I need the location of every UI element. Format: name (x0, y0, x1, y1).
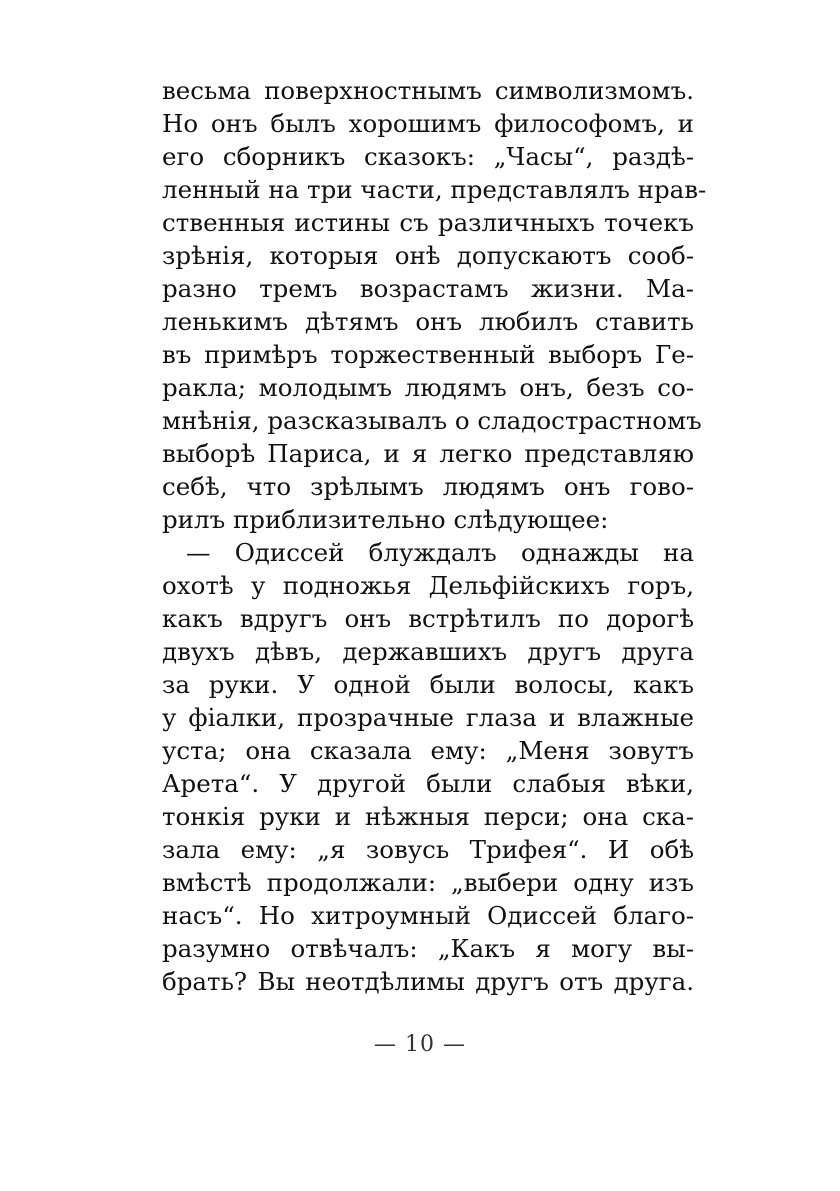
text-line: въ примѣръ торжественный выборъ Ге- (162, 340, 694, 369)
text-line: вмѣстѣ продолжали: „выбери одну изъ (162, 868, 694, 897)
text-line: охотѣ у подножья Дельфійскихъ горъ, (162, 571, 694, 600)
text-line: у фіалки, прозрачные глаза и влажные (162, 703, 694, 732)
body-text (162, 74, 707, 998)
text-line: выборѣ Париса, и я легко представляю (162, 439, 694, 468)
text-line: двухъ дѣвъ, державшихъ другъ друга (162, 637, 694, 666)
text-line: Арета“. У другой были слабыя вѣки, (162, 769, 694, 798)
text-line: мнѣнія, разсказывалъ о сладострастномъ (162, 406, 702, 435)
text-line: Но онъ былъ хорошимъ философомъ, и (162, 109, 694, 138)
text-line: брать? Вы неотдѣлимы другъ отъ друга. (162, 967, 694, 996)
text-line: насъ“. Но хитроумный Одиссей благо- (162, 901, 694, 930)
text-line: ленный на три части, представлялъ нрав- (162, 175, 707, 204)
text-line: себѣ, что зрѣлымъ людямъ онъ гово- (162, 472, 694, 501)
text-line: ракла; молодымъ людямъ онъ, безъ со- (162, 373, 694, 402)
page-number: — 10 — (374, 1032, 466, 1057)
text-line: уста; она сказала ему: „Меня зовутъ (162, 736, 694, 765)
text-line: зрѣнія, которыя онѣ допускаютъ сооб- (162, 241, 694, 270)
paragraph-start-line: — Одиссей блуждалъ однажды на (186, 538, 694, 567)
text-line: рилъ приблизительно слѣдующее: (162, 505, 609, 534)
text-line: зала ему: „я зовусь Трифея“. И обѣ (162, 835, 694, 864)
text-line: разно тремъ возрастамъ жизни. Ма- (162, 274, 694, 303)
text-line: тонкія руки и нѣжныя перси; она ска- (162, 802, 694, 831)
text-line: разумно отвѣчалъ: „Какъ я могу вы- (162, 934, 694, 963)
text-line: весьма поверхностнымъ символизмомъ. (162, 76, 694, 105)
text-line: ственныя истины съ различныхъ точекъ (162, 208, 694, 237)
text-line: за руки. У одной были волосы, какъ (162, 670, 694, 699)
text-line: его сборникъ сказокъ: „Часы“, раздѣ- (162, 142, 694, 171)
text-line: ленькимъ дѣтямъ онъ любилъ ставить (162, 307, 694, 336)
text-line: какъ вдругъ онъ встрѣтилъ по дорогѣ (162, 604, 694, 633)
